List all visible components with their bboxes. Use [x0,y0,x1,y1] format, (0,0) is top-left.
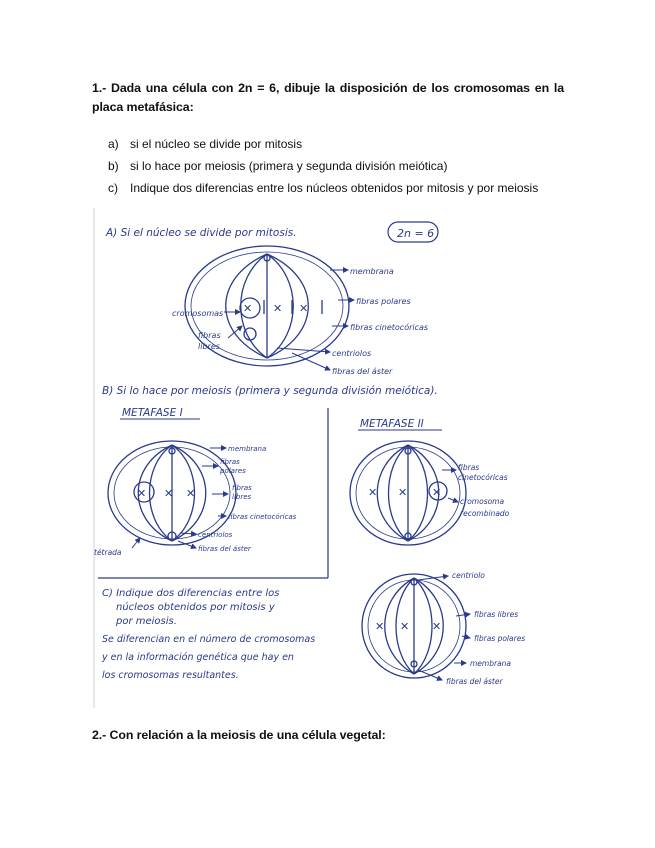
part-c-line-3: por meiosis. [116,616,177,627]
label-fibras-polares: fibras polares [356,297,411,306]
m2-label-fibras-cineto-1: fibras [458,463,480,472]
m2-label-fibras-cineto-2: cinetocóricas [458,473,508,482]
m1-label-tetrada: tétrada [94,548,122,557]
part-c-line-2: núcleos obtenidos por mitosis y [116,602,275,613]
label-fibras-aster: fibras del áster [332,367,393,376]
label-membrana: membrana [350,267,394,276]
option-c: c) Indique dos diferencias entre los núcleos obtenidos por mitosis y por meiosis [108,181,539,195]
answer-line-2: y en la información genética que hay en [102,652,294,663]
m1-label-fibras-libres-2: libres [232,493,252,501]
label-cromosomas: cromosomas [172,309,224,318]
answer-line-3: los cromosomas resultantes. [102,670,239,681]
metafase-2b-cell-diagram [362,574,466,678]
question-1-options [108,133,538,199]
svg-text:✕: ✕ [273,303,283,315]
question-1-title: 1.- Dada una célula con 2n = 6, dibuje la disposición de los cromosomas en la placa metafásica: [92,81,564,114]
part-b-heading: B) Si lo hace por meiosis (primera y segunda división meiótica). [102,385,438,397]
m2-label-membrana: membrana [470,659,512,668]
m2-label-fibras-libres: fibras libres [474,610,519,619]
part-c-line-1: C) Indique dos diferencias entre los [102,588,280,599]
svg-text:✕: ✕ [368,487,378,499]
option-b: b) si lo hace por meiosis (primera y segunda división meiótica) [108,159,448,173]
m2-label-fibras-polares: fibras polares [474,634,526,643]
m2-label-centriolo: centriolo [452,571,485,580]
part-a-heading: A) Si el núcleo se divide por mitosis. [106,227,297,239]
svg-text:✕: ✕ [243,303,253,315]
metafase-1-title: METAFASE I [122,407,183,419]
handwritten-answer-sheet [92,208,560,708]
svg-text:✕: ✕ [400,621,410,633]
m1-label-fibras-polares-1: fibras [220,458,240,466]
label-centriolos: centriolos [332,349,372,358]
svg-text:✕: ✕ [186,488,196,500]
svg-text:✕: ✕ [432,621,442,633]
svg-text:✕: ✕ [164,488,174,500]
m1-label-centriolos: centriolos [198,531,233,539]
question-2-title: 2.- Con relación a la meiosis de una célula vegetal: [92,728,386,742]
metafase-1-cell-diagram [108,441,236,545]
ploidy-label: 2n = 6 [397,227,435,240]
svg-text:✕: ✕ [432,487,442,499]
m2-label-cromosoma-1: cromosoma [460,497,505,506]
svg-text:✕: ✕ [375,621,385,633]
m1-label-membrana: membrana [228,445,267,453]
m2-label-fibras-aster: fibras del áster [446,677,503,686]
svg-text:✕: ✕ [137,488,147,500]
m1-label-fibras-cinetocoricas: fibras cinetocóricas [228,513,297,521]
option-a: a) si el núcleo se divide por mitosis [108,137,303,151]
answer-line-1: Se diferencian en el número de cromosomas [102,634,316,645]
m1-label-fibras-libres-1: fibras [232,484,252,492]
label-fibras-libres-1: fibras [198,331,221,340]
label-fibras-cinetocoricas: fibras cinetocóricas [350,323,429,332]
metafase-2-title: METAFASE II [360,418,424,430]
m2-label-cromosoma-2: recombinado [460,509,510,518]
m1-label-fibras-aster: fibras del áster [198,545,251,553]
metafase-2-cell-diagram [350,441,466,545]
label-fibras-libres-2: libres [198,342,220,351]
m1-label-fibras-polares-2: polares [220,467,246,475]
svg-text:✕: ✕ [299,303,309,315]
svg-text:✕: ✕ [398,487,408,499]
